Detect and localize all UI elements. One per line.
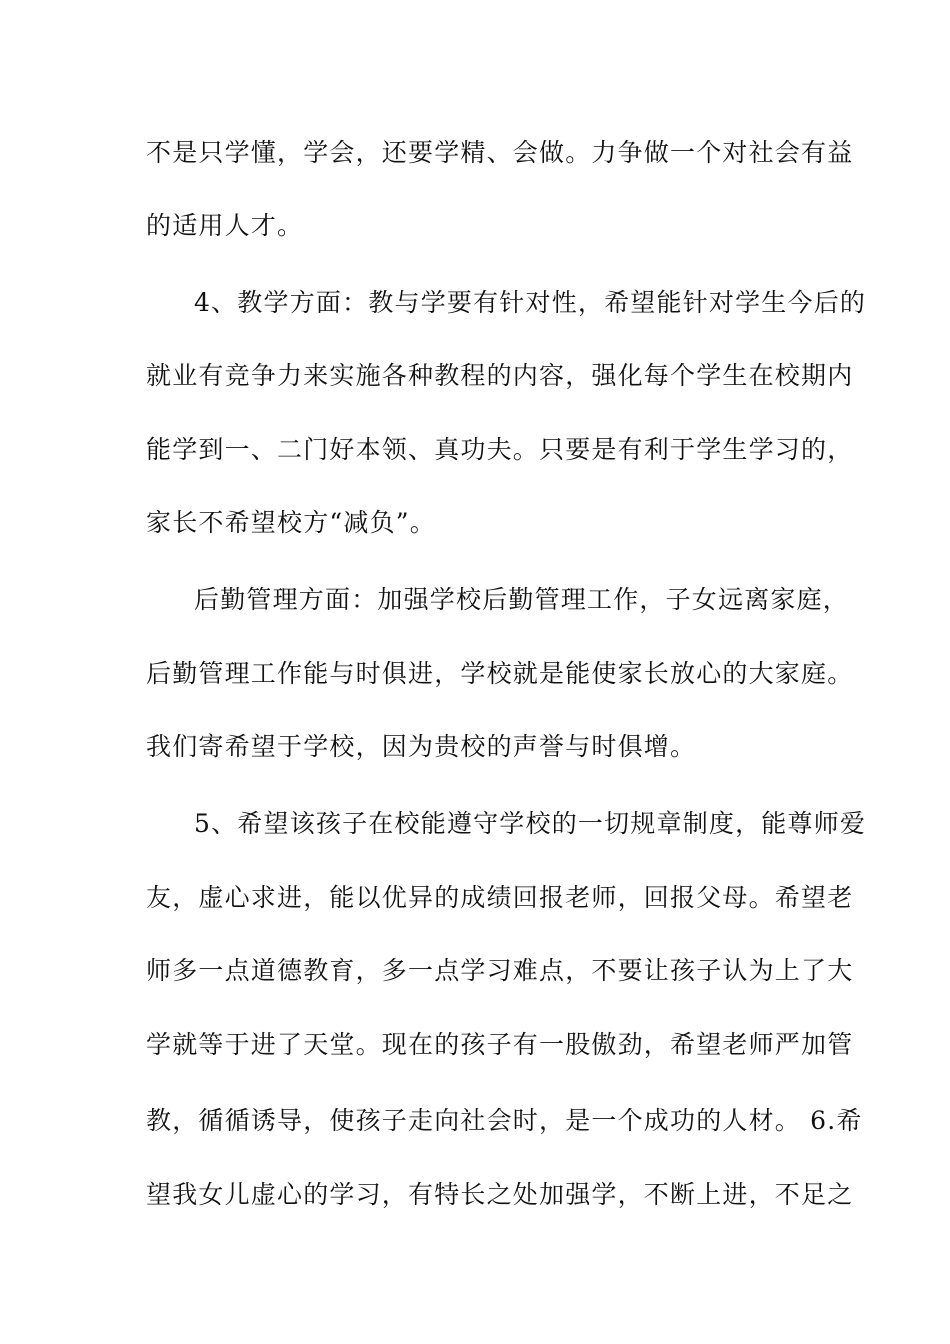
paragraph-start-line: 后勤管理方面：加强学校后勤管理工作，子女远离家庭， (194, 585, 850, 614)
text-line: 友，虚心求进，能以优异的成绩回报老师，回报父母。希望老 (146, 883, 854, 912)
text-line: 师多一点道德教育，多一点学习难点，不要让孩子认为上了大 (146, 956, 854, 985)
text-line: 能学到一、二门好本领、真功夫。只要是有利于学生学习的， (146, 435, 854, 464)
paragraph-start-line: 5、希望该孩子在校能遵守学校的一切规章制度，能尊师爱 (194, 809, 867, 838)
text-line: 教，循循诱导，使孩子走向社会时，是一个成功的人材。 6.希 (146, 1106, 863, 1135)
text-line: 我们寄希望于学校，因为贵校的声誉与时俱增。 (146, 732, 697, 761)
text-line: 学就等于进了天堂。现在的孩子有一股傲劲，希望老师严加管 (146, 1030, 854, 1059)
text-line: 望我女儿虚心的学习，有特长之处加强学，不断上进，不足之 (146, 1180, 854, 1209)
text-line: 家长不希望校方“减负”。 (146, 508, 436, 537)
text-line: 的适用人才。 (146, 211, 304, 240)
text-line: 不是只学懂，学会，还要学精、会做。力争做一个对社会有益 (146, 138, 854, 167)
text-line: 后勤管理工作能与时俱进，学校就是能使家长放心的大家庭。 (146, 659, 854, 688)
text-line: 就业有竞争力来实施各种教程的内容，强化每个学生在校期内 (146, 361, 854, 390)
paragraph-start-line: 4、教学方面：教与学要有针对性，希望能针对学生今后的 (194, 288, 867, 317)
